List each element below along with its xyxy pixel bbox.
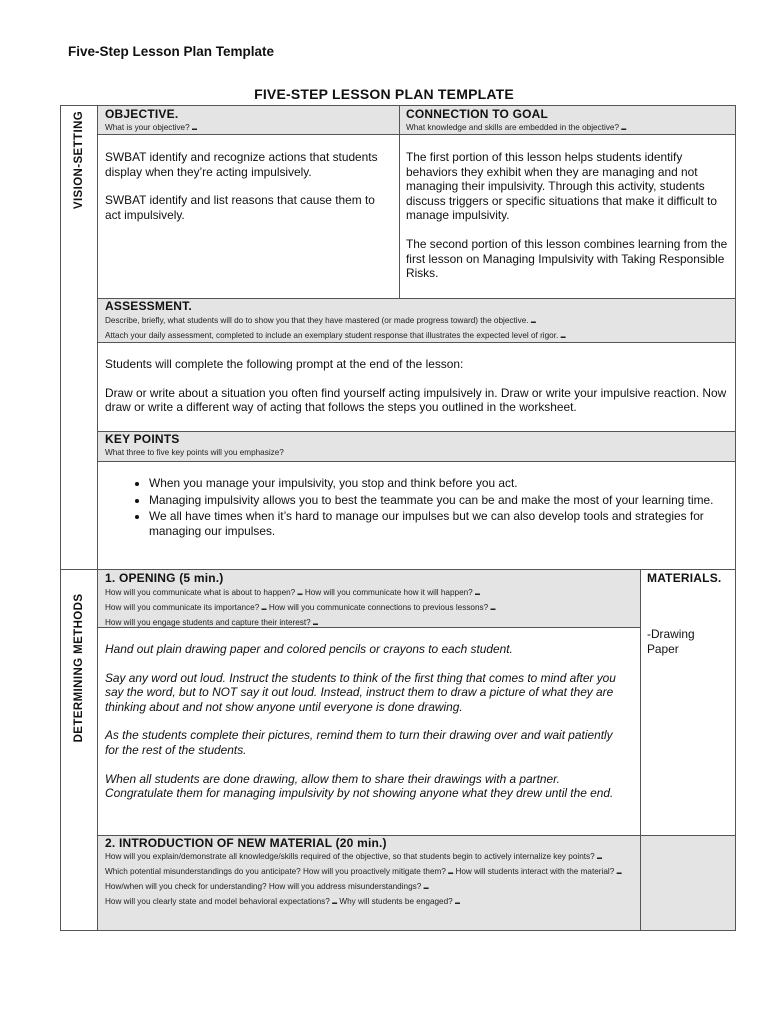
opening-body bbox=[105, 642, 627, 815]
opening-paragraph: As the students complete their pictures, remind them to turn their drawing over and wait patiently for the rest of the students. bbox=[105, 728, 613, 757]
intro-header: 2. INTRODUCTION OF NEW MATERIAL (20 min.) bbox=[105, 836, 387, 850]
connection-header: CONNECTION TO GOAL bbox=[406, 107, 549, 121]
objective-paragraph: SWBAT identify and list reasons that cause them to act impulsively. bbox=[105, 193, 375, 222]
opening-prompt: How will you communicate what is about to happen? ▬ How will you communicate how it will happen? ▬ How will you communicate its importance? ▬ How will you communicate connections to previous lessons? ▬ How will you engage students and capture their interest? ▬ bbox=[105, 588, 496, 627]
keypoints-header: KEY POINTS bbox=[105, 432, 180, 446]
assessment-body bbox=[105, 357, 733, 429]
opening-paragraph: When all students are done drawing, allow them to share their drawings with a partner. Congratulate them for managing impulsivity by not showing anyone what they drew until the end. bbox=[105, 771, 614, 801]
key-point-item: • When you manage your impulsivity, you stop and think before you act. bbox=[149, 476, 725, 491]
assessment-paragraph: Draw or write about a situation you often find yourself acting impulsively in. Draw or write your impulsive reaction. Now draw or write a different way of acting that follows the steps you outlined in the worksheet. bbox=[105, 385, 727, 415]
vision-setting-label: VISION-SETTING bbox=[73, 110, 85, 210]
document-title: Five-Step Lesson Plan Template bbox=[68, 44, 275, 59]
keypoints-body bbox=[105, 476, 725, 540]
opening-header: 1. OPENING (5 min.) bbox=[105, 571, 224, 585]
materials-header: MATERIALS. bbox=[647, 571, 722, 585]
opening-paragraph: Hand out plain drawing paper and colored pencils or crayons to each student. bbox=[105, 642, 513, 656]
key-point-item: • We all have times when it’s hard to manage our impulses but we can also develop tools and strategies for managing our impulses. bbox=[149, 509, 725, 538]
assessment-prompt: Describe, briefly, what students will do to show you that they have mastered (or made progress toward) the objective. ▬ Attach your daily assessment, completed to include an exemplary student response that illustrates the expected level of rigor. ▬ bbox=[105, 316, 566, 340]
connection-prompt: What knowledge and skills are embedded in the objective? ▬ bbox=[406, 123, 627, 132]
assessment-header: ASSESSMENT. bbox=[105, 299, 192, 313]
materials-body: -Drawing Paper bbox=[647, 627, 695, 656]
table-title: FIVE-STEP LESSON PLAN TEMPLATE bbox=[254, 86, 514, 102]
opening-paragraph: Say any word out loud. Instruct the students to think of the first thing that comes to mind after you say the word, but to NOT say it out loud. Instead, instruct them to draw a picture of what they are thinking about and not show anyone until everyone is done drawing. bbox=[105, 670, 616, 714]
connection-paragraph: The second portion of this lesson combines learning from the first lesson on Managing Impulsivity with Taking Responsible Risks. bbox=[406, 236, 728, 281]
objective-body bbox=[105, 150, 393, 236]
keypoints-prompt: What three to five key points will you emphasize? bbox=[105, 448, 284, 457]
key-point-item: • Managing impulsivity allows you to best the teammate you can be and make the most of your learning time. bbox=[149, 493, 725, 508]
objective-header: OBJECTIVE. bbox=[105, 107, 179, 121]
connection-paragraph: The first portion of this lesson helps students identify behaviors they exhibit when they are managing and not managing their impulsivity. Through this activity, students discuss triggers or specific situations that make it difficult to manage impulsivity. bbox=[406, 150, 718, 223]
objective-paragraph: SWBAT identify and recognize actions that students display when they’re acting impulsively. bbox=[105, 150, 378, 179]
intro-prompt: How will you explain/demonstrate all knowledge/skills required of the objective, so that students begin to actively internalize key points? ▬ Which potential misunderstandings do you anticipate? How will you proactively mitigate them? ▬ How will students interact with the material? ▬ How/when will you check for understanding? How will you address misunderstandings? ▬ How will you clearly state and model behavioral expectations? ▬ Why will students be engaged? ▬ bbox=[105, 852, 622, 906]
determining-methods-label: DETERMINING METHODS bbox=[73, 593, 85, 743]
connection-body bbox=[406, 150, 728, 295]
objective-prompt: What is your objective? ▬ bbox=[105, 123, 197, 132]
assessment-paragraph: Students will complete the following prompt at the end of the lesson: bbox=[105, 357, 464, 371]
